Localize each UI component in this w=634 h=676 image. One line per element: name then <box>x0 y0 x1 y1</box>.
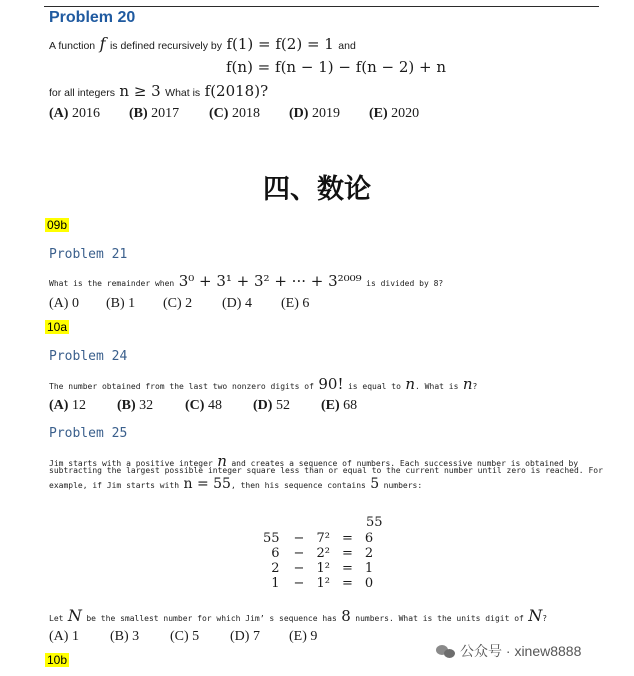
tag-10b: 10b <box>47 653 68 667</box>
sequence-row: 6 − 2² = 2 <box>271 546 374 561</box>
p21-expression: 3⁰ + 3¹ + 3² + ··· + 3²⁰⁰⁹ <box>178 272 362 290</box>
p20-choice-b: (B) 2017 <box>129 106 180 121</box>
p21-choice-a: (A) 0 <box>49 296 79 311</box>
problem-21-text <box>49 272 443 291</box>
p25-choice-d: (D) 7 <box>230 629 260 644</box>
p24-expression: 90! <box>318 375 344 393</box>
p25-text-h: numbers. What is the units digit of <box>355 614 524 623</box>
problem-20-line-1 <box>49 34 356 54</box>
problem-20-line-3 <box>49 82 268 101</box>
p24-var: n <box>405 375 416 393</box>
p25-var-n: n <box>217 452 227 470</box>
problem-20-title: Problem 20 <box>49 9 136 26</box>
sequence-row: 2 − 1² = 1 <box>271 561 374 576</box>
p25-var-N: N <box>67 606 82 625</box>
p25-choice-b: (B) 3 <box>110 629 140 644</box>
p25-var-N-2: N <box>528 606 543 625</box>
problem-25-line-2: subtracting the largest possible integer square less than or equal to the current number until zero is reached. For <box>49 466 603 475</box>
p25-text-d: , then his sequence contains <box>230 481 366 490</box>
p21-choice-c: (C) 2 <box>163 296 193 311</box>
p25-choice-a: (A) 1 <box>49 629 79 644</box>
p25-text-c: example, if Jim starts with <box>49 481 180 490</box>
p24-choice-c: (C) 48 <box>185 398 222 413</box>
p20-text-d: for all integers <box>49 87 115 99</box>
p25-choice-c: (C) 5 <box>170 629 200 644</box>
p20-text-c: and <box>338 40 356 52</box>
problem-25-question <box>49 606 547 626</box>
p24-var-2: n <box>462 375 473 393</box>
p24-text-b: is equal to <box>347 382 401 391</box>
p25-text-b: and creates a sequence of numbers. Each successive number is obtained by <box>231 459 579 468</box>
p20-choices <box>49 106 419 122</box>
p21-choice-e: (E) 6 <box>281 296 310 311</box>
tag-09b: 09b <box>47 218 68 232</box>
p20-choice-e: (E) 2020 <box>369 106 420 121</box>
p24-text-d: ? <box>472 382 478 391</box>
p21-choice-b: (B) 1 <box>106 296 136 311</box>
p20-f: f <box>99 34 106 53</box>
problem-25-line-3 <box>49 475 422 493</box>
p25-sequence-top: 55 <box>366 515 383 530</box>
p24-choice-a: (A) 12 <box>49 398 86 413</box>
p20-text-e: What is <box>165 87 201 99</box>
section-title: 四、数论 <box>263 174 371 205</box>
p21-text-b: is divided by 8? <box>366 279 444 288</box>
p25-text-e: numbers: <box>383 481 423 490</box>
p25-eight: 8 <box>341 607 351 625</box>
p25-example: n = 55 <box>183 476 231 492</box>
wechat-icon <box>436 644 456 658</box>
p20-condition: n ≥ 3 <box>119 82 161 100</box>
p25-five: 5 <box>370 476 380 492</box>
p20-recurrence: f(n) = f(n − 1) − f(n − 2) + n <box>226 58 447 76</box>
watermark <box>436 641 581 661</box>
p20-choice-d: (D) 2019 <box>289 106 340 121</box>
p25-choice-e: (E) 9 <box>289 629 318 644</box>
p25-text-f: Let <box>49 614 64 623</box>
p24-choices <box>49 398 357 414</box>
p24-choice-e: (E) 68 <box>321 398 358 413</box>
problem-25-title: Problem 25 <box>49 426 128 441</box>
p25-text-g: be the smallest number for which Jim’ s sequence has <box>86 614 337 623</box>
watermark-text: 公众号 · xinew8888 <box>460 643 582 659</box>
problem-21-title: Problem 21 <box>49 247 128 262</box>
tag-10a: 10a <box>47 320 68 334</box>
p25-text-i: ? <box>542 614 548 623</box>
p24-choice-b: (B) 32 <box>117 398 154 413</box>
problem-24-title: Problem 24 <box>49 349 128 364</box>
p25-text-a: Jim starts with a positive integer <box>49 459 213 468</box>
problem-24-text <box>49 375 477 394</box>
p21-choice-d: (D) 4 <box>222 296 252 311</box>
p21-text-a: What is the remainder when <box>49 279 175 288</box>
p21-choices <box>49 296 309 312</box>
p25-choices <box>49 629 317 645</box>
p20-choice-a: (A) 2016 <box>49 106 100 121</box>
p20-text-b: is defined recursively by <box>109 40 223 52</box>
top-rule <box>44 6 599 7</box>
p20-question: f(2018)? <box>204 82 269 100</box>
p20-choice-c: (C) 2018 <box>209 106 260 121</box>
p20-text-a: A function <box>49 40 96 52</box>
sequence-row: 1 − 1² = 0 <box>271 576 374 591</box>
sequence-row: 55 − 7² = 6 <box>263 531 374 546</box>
p20-initial-condition: f(1) = f(2) = 1 <box>226 35 334 53</box>
p25-sequence-table <box>257 531 379 591</box>
p24-choice-d: (D) 52 <box>253 398 290 413</box>
p24-text-c: . What is <box>415 382 459 391</box>
p24-text-a: The number obtained from the last two nonzero digits of <box>49 382 314 391</box>
